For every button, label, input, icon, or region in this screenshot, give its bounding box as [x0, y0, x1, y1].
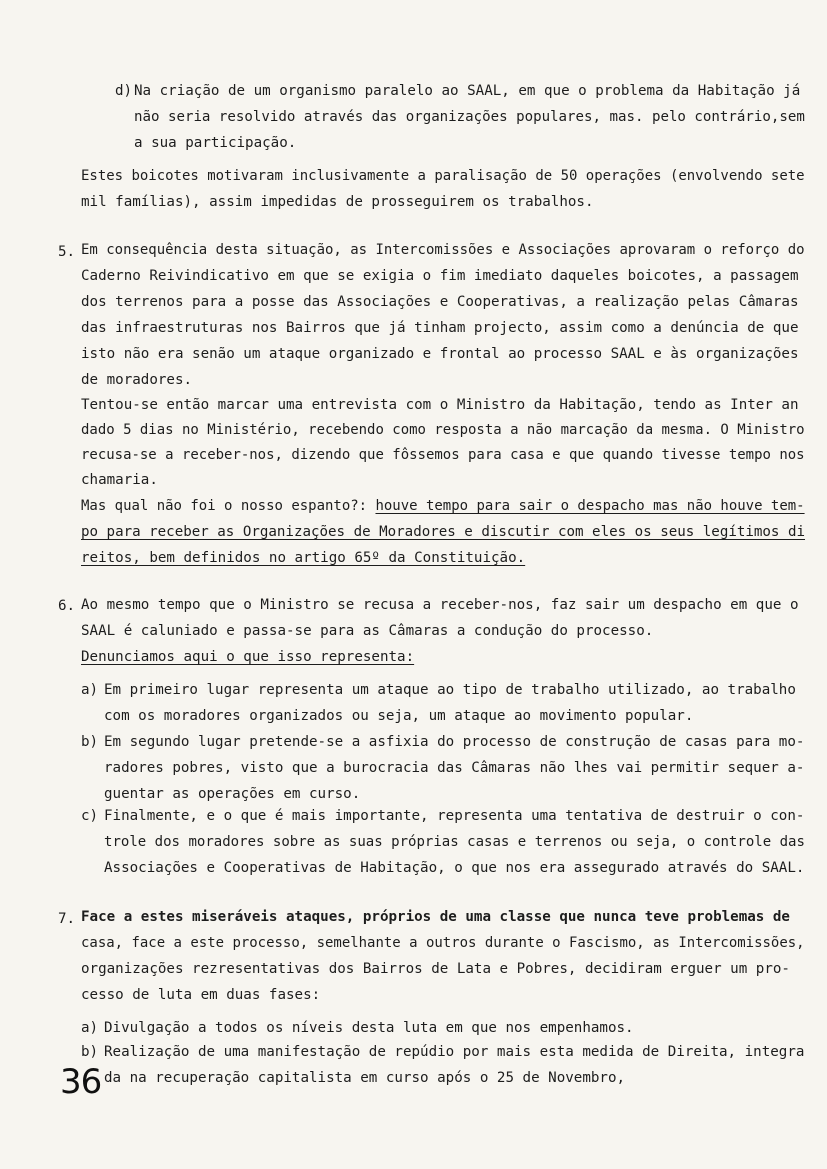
section-6-item-c-line: Associações e Cooperativas de Habitação, o que nos era assegurado através do SAAL. — [104, 860, 805, 876]
section-5-underlined-line: po para receber as Organizações de Moradores e discutir com eles os seus legítimos di — [81, 524, 806, 540]
section-6-line: SAAL é caluniado e passa-se para as Câmaras a condução do processo. — [81, 623, 654, 639]
section-6-item-a-line: Em primeiro lugar representa um ataque ao tipo de trabalho utilizado, ao trabalho — [104, 682, 796, 698]
section-5-line: dos terrenos para a posse das Associações e Cooperativas, a realização pelas Câmaras — [81, 294, 799, 310]
section-6-item-b-line: Em segundo lugar pretende-se a asfixia do processo de construção de casas para mo- — [104, 734, 805, 750]
section-6-line: Ao mesmo tempo que o Ministro se recusa a receber-nos, faz sair um despacho em que o — [81, 597, 799, 613]
item-d-line: não seria resolvido através das organizações populares, mas. pelo contrário,sem — [134, 109, 805, 125]
section-6-item-b-line: radores pobres, visto que a burocracia das Câmaras não lhes vai permitir sequer a- — [104, 760, 805, 776]
section-5-line: Tentou-se então marcar uma entrevista com o Ministro da Habitação, tendo as Inter an — [81, 397, 799, 413]
item-d-label: d) — [115, 83, 133, 99]
section-7-number: 7. — [58, 911, 76, 927]
section-5-line: Caderno Reivindicativo em que se exigia o fim imediato daqueles boicotes, a passagem — [81, 268, 799, 284]
section-6-number: 6. — [58, 598, 76, 614]
section-5-underlined-start: houve tempo para sair o despacho mas não houve tem- — [375, 498, 805, 514]
section-5-line: isto não era senão um ataque organizado e frontal ao processo SAAL e às organizações — [81, 346, 799, 362]
section-6-item-a-line: com os moradores organizados ou seja, um ataque ao movimento popular. — [104, 708, 694, 724]
section-7-item-b-label: b) — [81, 1044, 99, 1060]
section-5-line: chamaria. — [81, 472, 158, 488]
section-7-line: casa, face a este processo, semelhante a outros durante o Fascismo, as Intercomissões, — [81, 935, 805, 951]
boicotes-line: Estes boicotes motivaram inclusivamente a paralisação de 50 operações (envolvendo sete — [81, 168, 805, 184]
section-6-underlined: Denunciamos aqui o que isso representa: — [81, 649, 415, 665]
section-7-item-b-line: da na recuperação capitalista em curso após o 25 de Novembro, — [104, 1070, 626, 1086]
item-d-line: a sua participação. — [134, 135, 297, 151]
section-6-item-b-label: b) — [81, 734, 99, 750]
item-d-line: Na criação de um organismo paralelo ao SAAL, em que o problema da Habitação já — [134, 83, 801, 99]
section-6-item-c-label: c) — [81, 808, 99, 824]
section-7-line: Face a estes miseráveis ataques, próprios de uma classe que nunca teve problemas de — [81, 909, 790, 925]
section-6-item-b-line: guentar as operações em curso. — [104, 786, 361, 802]
section-7-line: cesso de luta em duas fases: — [81, 987, 321, 1003]
section-5-line: de moradores. — [81, 372, 193, 388]
section-5-underlined-line: reitos, bem definidos no artigo 65º da Constituição. — [81, 550, 526, 566]
section-7-item-a-line: Divulgação a todos os níveis desta luta em que nos empenhamos. — [104, 1020, 634, 1036]
section-7-item-a-label: a) — [81, 1020, 99, 1036]
section-7-item-b-line: Realização de uma manifestação de repúdio por mais esta medida de Direita, integra — [104, 1044, 805, 1060]
section-6-item-a-label: a) — [81, 682, 99, 698]
section-7-line: organizações rezresentativas dos Bairros de Lata e Pobres, decidiram erguer um pro- — [81, 961, 790, 977]
section-5-line: recusa-se a receber-nos, dizendo que fôssemos para casa e que quando tivesse tempo nos — [81, 447, 805, 463]
section-5-plain-start: Mas qual não foi o nosso espanto?: — [81, 498, 376, 514]
section-5-line: das infraestruturas nos Bairros que já tinham projecto, assim como a denúncia de que — [81, 320, 799, 336]
section-5-line: dado 5 dias no Ministério, recebendo como resposta a não marcação da mesma. O Ministro — [81, 422, 805, 438]
section-5-line-mixed — [81, 497, 805, 515]
page-number: 36 — [60, 1062, 102, 1102]
section-6-item-c-line: trole dos moradores sobre as suas próprias casas e terrenos ou seja, o controle das — [104, 834, 805, 850]
section-6-item-c-line: Finalmente, e o que é mais importante, representa uma tentativa de destruir o con- — [104, 808, 805, 824]
section-5-number: 5. — [58, 244, 76, 260]
boicotes-line: mil famílias), assim impedidas de prosseguirem os trabalhos. — [81, 194, 594, 210]
section-5-line: Em consequência desta situação, as Intercomissões e Associações aprovaram o reforço do — [81, 242, 805, 258]
